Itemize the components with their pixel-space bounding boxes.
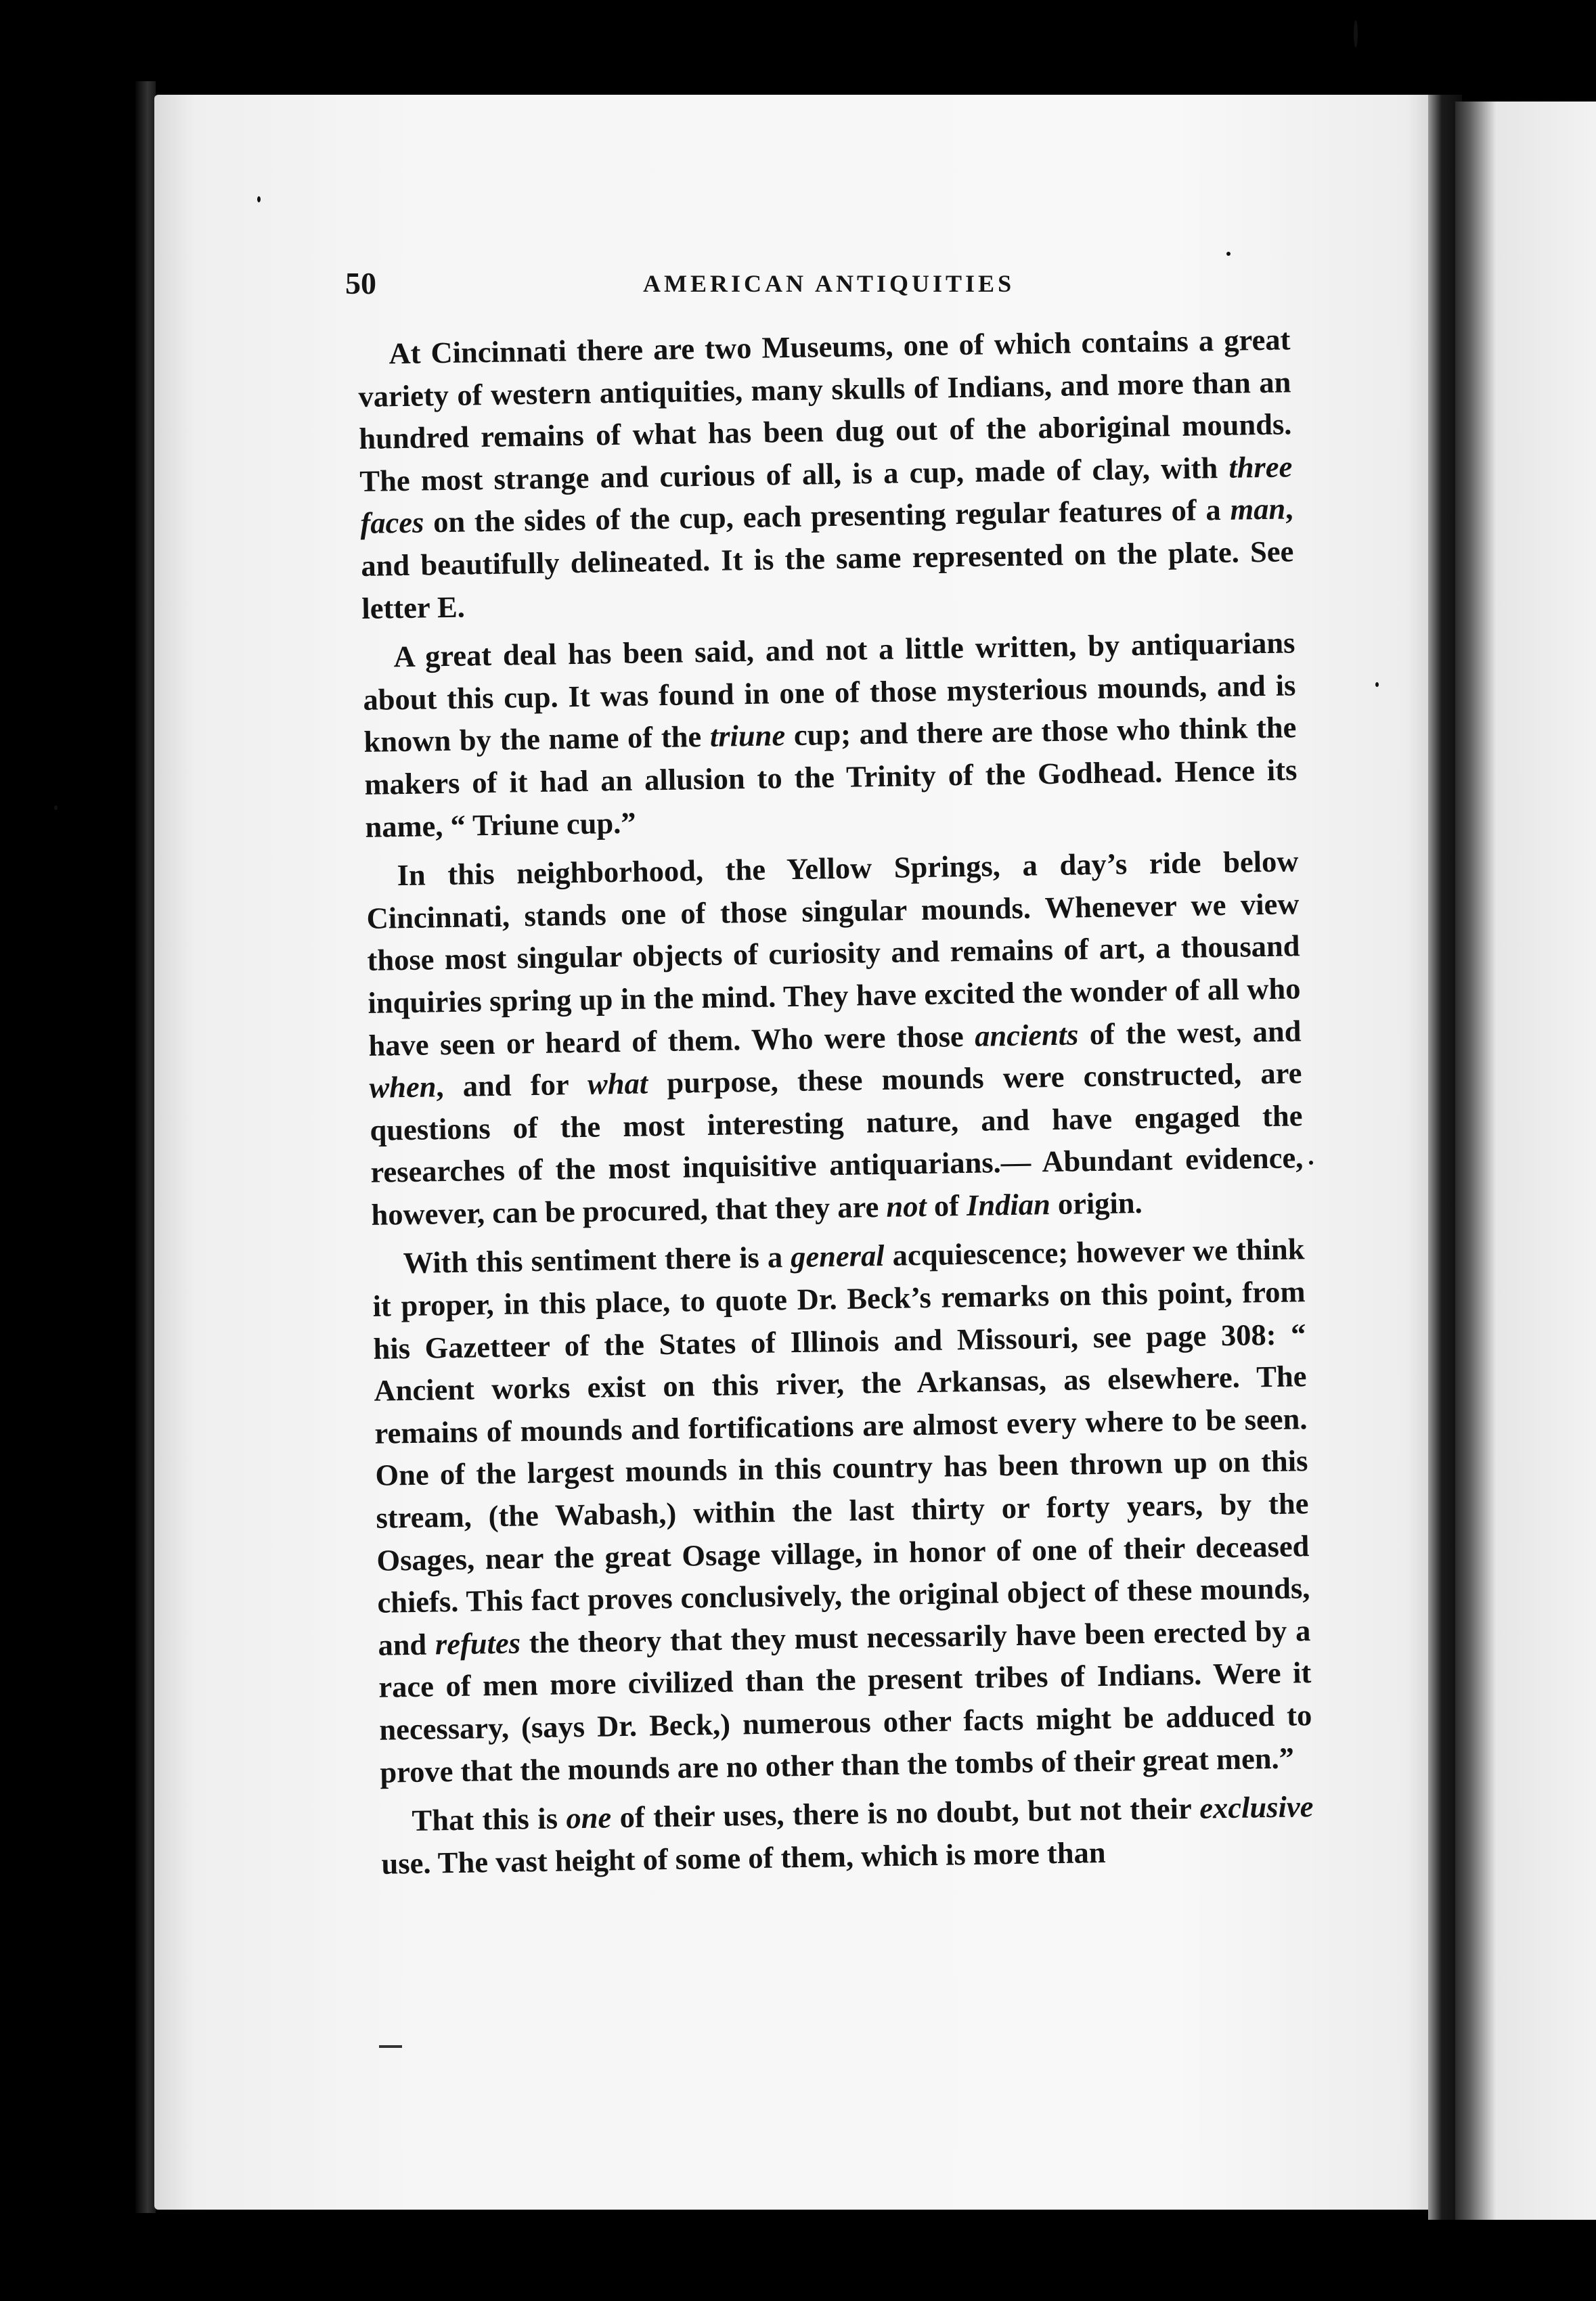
text-run: on the sides of the cup, each presenting regular features of a	[423, 493, 1231, 539]
italic-text: man	[1230, 491, 1286, 527]
text-run: cup; and there are those who think the makers of it had an allusion to the Trinity of the Godhead. Hence its name, “ Triune cup.”	[364, 710, 1298, 844]
italic-text: ancients	[974, 1017, 1079, 1053]
italic-text: general	[790, 1238, 885, 1274]
text-run: With this sentiment there is a	[403, 1240, 791, 1280]
paragraph	[362, 621, 1298, 848]
text-run: That this is	[412, 1801, 567, 1838]
italic-text: three faces	[360, 449, 1293, 541]
scan-speck	[1226, 252, 1231, 256]
text-run: A great deal has been said, and not a little written, by antiquarians about this cup. It was found in one of those mysterious mounds, and is known by the name of the	[363, 625, 1296, 759]
margin-mark	[379, 2045, 402, 2048]
text-run: At Cincinnati there are two Museums, one of which contains a great variety of western antiquities, many skulls of Indians, and more than an hundred remains of what has been dug out of the aboriginal mounds. The most strange and curious of all, is a cup, made of clay, with	[358, 322, 1292, 498]
paragraph	[365, 840, 1304, 1236]
facing-page-edge	[1455, 102, 1596, 2220]
scan-speck	[257, 196, 261, 202]
scan-speck	[54, 805, 58, 810]
text-run: of the west, and	[1078, 1013, 1302, 1051]
text-run: the theory that they must necessarily have been erected by a race of men more civilized than the present tribes of Indians. Were it necessary, (says Dr. Beck,) numerous other facts might be adduced to prove that the mounds are no other than the tombs of their great men.”	[378, 1613, 1312, 1789]
italic-text: refutes	[435, 1626, 521, 1661]
paragraph	[357, 318, 1295, 629]
text-run: , and beautifully delineated. It is the same represented on the plate. See letter E.	[361, 491, 1294, 625]
text-run: use. The vast height of some of them, which is more than	[381, 1835, 1106, 1881]
scan-speck	[1375, 682, 1379, 687]
text-run: purpose, these mounds were constructed, are questions of the most interesting nature, and have engaged the researches of the most inquisitive antiquarians.— Abundant evidence, however, can be procured, that they are	[370, 1056, 1304, 1232]
running-head: AMERICAN ANTIQUITIES	[643, 270, 1015, 297]
italic-text: what	[587, 1066, 648, 1101]
italic-text: exclusive	[1199, 1789, 1314, 1825]
italic-text: when	[369, 1069, 437, 1104]
page-number: 50	[345, 266, 376, 300]
paragraph	[372, 1228, 1313, 1793]
body-text	[357, 318, 1314, 1885]
page-header	[345, 265, 1293, 306]
text-run: of	[926, 1188, 967, 1223]
italic-text: one	[566, 1800, 612, 1835]
italic-text: triune	[709, 718, 786, 754]
scan-speck	[1354, 20, 1358, 47]
text-run: In this neighborhood, the Yellow Springs, a day’s ride below Cincinnati, stands one of those singular mounds. Whenever we view those most singular objects of curiosity and remains of art, a thousand inquiries spring up in the mind. They have excited the wonder of all who have seen or heard of them. Who were those	[366, 844, 1301, 1063]
text-run: acquiescence; however we think it proper, in this place, to quote Dr. Beck’s remarks on this point, from his Gazetteer of the States of Illinois and Missouri, see page 308: “ Ancient works exist on this river, the Arkansas, as elsewhere. The remains of mounds and fortifications are almost every where to be seen. One of the largest mounds in this country has been thrown up on this stream, (the Wabash,) within the last thirty or forty years, by the Osages, near the great Osage village, in honor of one of their deceased chiefs. This fact proves conclusively, the original object of these mounds, and	[372, 1232, 1310, 1662]
italic-text: not	[885, 1188, 927, 1224]
scan-speck	[1309, 1161, 1313, 1165]
book-spine-edge	[135, 81, 156, 2213]
italic-text: Indian	[966, 1186, 1051, 1222]
text-run: , and for	[436, 1067, 588, 1104]
text-run: origin.	[1050, 1185, 1143, 1221]
text-run: of their uses, there is no doubt, but not their	[611, 1791, 1200, 1835]
paragraph	[380, 1785, 1314, 1885]
